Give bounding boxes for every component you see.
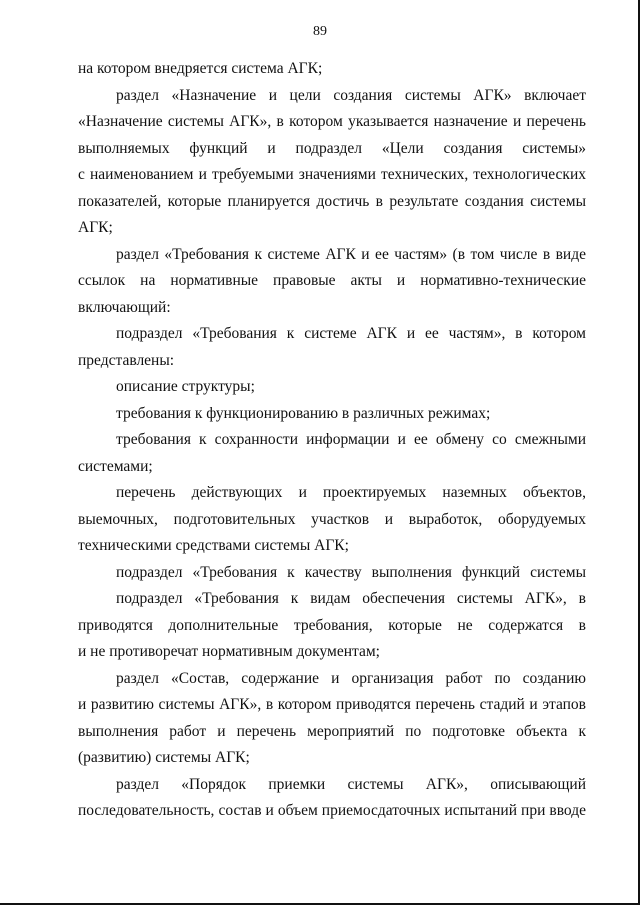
text-line: раздел «Порядок приемки системы АГК», описывающий: [116, 775, 586, 793]
text-line: перечень действующих и проектируемых наземных объектов,: [116, 484, 586, 501]
text-line: представлены:: [78, 351, 175, 369]
text-line: выемочных, подготовительных участков и выработок, оборудуемых: [78, 510, 586, 528]
text-line: последовательность, состав и объем приемосдаточных испытаний при вводе: [78, 802, 586, 819]
text-line: системами;: [78, 457, 153, 475]
text-line: приводятся дополнительные требования, которые не содержатся в: [78, 616, 586, 634]
text-line: ссылок на нормативные правовые акты и нормативно-технические: [78, 272, 586, 289]
text-line: выполнения работ и перечень мероприятий по подготовке объекта к: [78, 722, 586, 740]
text-line: требования к функционированию в различных режимах;: [116, 404, 491, 422]
text-line: выполняемых функций и подраздел «Цели создания системы»: [78, 139, 586, 157]
text-line: и развитию системы АГК», в котором приводятся перечень стадий и этапов: [78, 696, 586, 713]
text-line: и не противоречат нормативным документам;: [78, 643, 380, 660]
text-line: техническими средствами системы АГК;: [78, 537, 349, 554]
text-line: раздел «Требования к системе АГК и ее частям» (в том числе в виде: [116, 245, 586, 263]
text-line: подраздел «Требования к качеству выполнения функций системы: [116, 563, 586, 581]
text-line: подраздел «Требования к системе АГК и ее частям», в котором: [116, 325, 586, 342]
document-text: [78, 56, 586, 825]
text-line: раздел «Состав, содержание и организация работ по созданию: [116, 669, 586, 687]
text-line: включающий:: [78, 298, 171, 316]
text-line: (развитию) системы АГК;: [78, 749, 250, 766]
text-line: на котором внедряется система АГК;: [78, 60, 323, 77]
text-line: требования к сохранности информации и ее обмену со смежными: [116, 431, 586, 448]
text-line: показателей, которые планируется достичь в результате создания системы: [78, 192, 586, 210]
text-line: описание структуры;: [116, 378, 255, 395]
text-line: подраздел «Требования к видам обеспечения системы АГК», в: [116, 590, 586, 607]
text-line: раздел «Назначение и цели создания системы АГК» включает: [116, 86, 586, 104]
text-line: АГК;: [78, 219, 113, 236]
text-line: с наименованием и требуемыми значениями технических, технологических: [78, 166, 586, 183]
page-number: 89: [313, 24, 327, 39]
text-line: «Назначение системы АГК», в котором указывается назначение и перечень: [78, 113, 586, 130]
